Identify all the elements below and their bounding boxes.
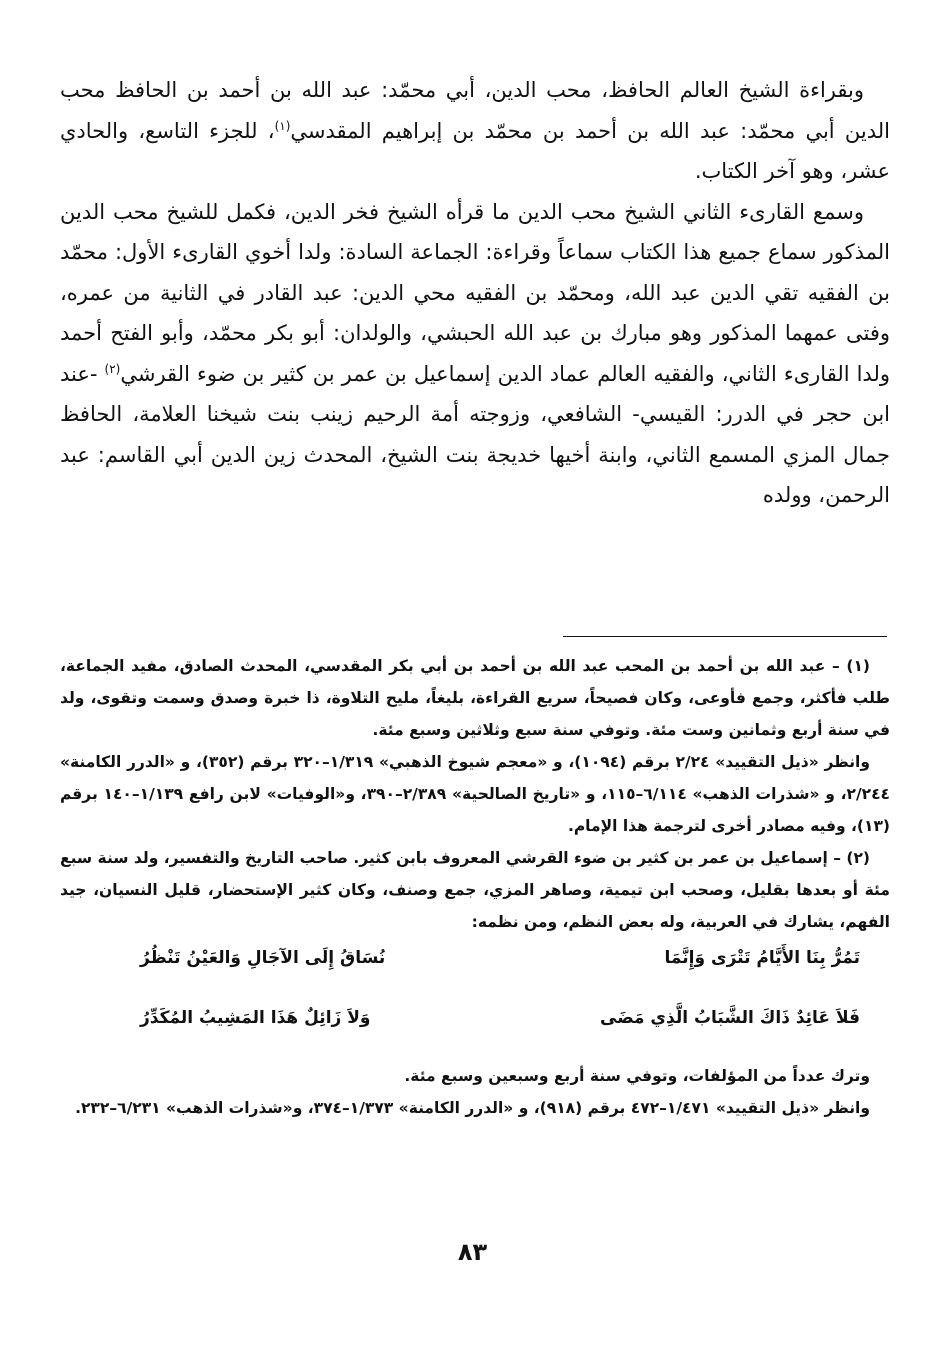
poem-verse-1-second-hemistich: نُسَاقُ إِلَى الآجَالِ وَالعَيْنُ تَنْظُرُ [140, 948, 386, 968]
paragraph-1-text-a: وبقراءة الشيخ العالم الحافظ، محب الدين، أبي محمّد: عبد الله بن أحمد بن الحافظ محب الدين أبي محمّد: عبد الله بن أحمد بن محمّد بن إبراهيم المقدسي [60, 78, 890, 143]
paragraph-1 [60, 70, 890, 192]
footnote-1-references: وانظر «ذيل التقييد» ٢/٢٤ برقم (١٠٩٤)، و «معجم شيوخ الذهبي» ١/٣١٩–٣٢٠ برقم (٣٥٢)، و «الدرر الكامنة» ٢/٢٤٤، و «شذرات الذهب» ٦/١١٤–١١٥، و «تاريخ الصالحية» ٢/٣٨٩–٣٩٠، و«الوفيات» لابن رافع ١/١٣٩–١٤٠ برقم (١٣)، وفيه مصادر أخرى لترجمة هذا الإمام. [60, 753, 890, 835]
poem-verse-1-first-hemistich: تَمُرُّ بِنَا الأَيَّامُ تَتْرَى وَإِنَّمَا [664, 948, 860, 968]
poem-verse-2-second-hemistich: وَلاَ زَائِلٌ هَذَا المَشِيبُ المُكَدِّرُ [140, 1008, 371, 1028]
footnote-ref-2: (٢) [104, 361, 121, 376]
poem-verse-2-first-hemistich: فَلاَ عَائِدٌ ذَاكَ الشَّبَابُ الَّذِي مَضَى [600, 1008, 860, 1028]
footnote-ref-1: (١) [274, 118, 291, 133]
paragraph-2-text-b: -عند ابن حجر في الدرر: القيسي- الشافعي، وزوجته أمة الرحيم زينب بنت شيخنا العلامة، الحافظ جمال المزي المسمع الثاني، وابنة أخيها خديجة بنت الشيخ، المحدث زين الدين أبي القاسم: عبد الرحمن، وولده [60, 361, 890, 507]
paragraph-1-text-b: ، للجزء التاسع، والحادي عشر، وهو آخر الكتاب. [60, 118, 890, 183]
paragraph-2 [60, 192, 890, 516]
footnote-2-text: (٢) – إسماعيل بن عمر بن كثير بن ضوء القرشي المعروف بابن كثير. صاحب التاريخ والتفسير، ولد سنة سبع مئة أو بعدها بقليل، وصحب ابن تيمية، وصاهر المزي، جمع وصنف، وكان كثير الإستحضار، قليل النسيان، جيد الفهم، يشارك في العربية، وله بعض النظم، ومن نظمه: [60, 849, 890, 931]
footnote-separator-rule [563, 636, 887, 637]
footnote-2-references: وانظر «ذيل التقييد» ١/٤٧١–٤٧٢ برقم (٩١٨)، و «الدرر الكامنة» ١/٣٧٣–٣٧٤، و«شذرات الذهب» ٦/٢٣١–٢٣٢. [75, 1099, 870, 1117]
footnotes-section [60, 650, 890, 1124]
footnote-1-text: (١) – عبد الله بن أحمد بن المحب عبد الله بن أحمد بن أبي بكر المقدسي، المحدث الصادق، مفيد الجماعة، طلب فأكثر، وجمع فأوعى، وكان فصيحاً، سريع القراءة، بليغاً، مليح التلاوة، ذا خبرة وصدق وسمت وتقوى، ولد في سنة أربع وثمانين وست مئة. وتوفي سنة سبع وثلاثين وسبع مئة. [60, 657, 890, 739]
poem-verse-2 [140, 1002, 860, 1034]
footnote-2-after-verse: وترك عدداً من المؤلفات، وتوفي سنة أربع وسبعين وسبع مئة. [404, 1067, 870, 1085]
main-body-text [60, 70, 890, 516]
poem-spacing [60, 1034, 890, 1060]
paragraph-2-text-a: وسمع القارىء الثاني الشيخ محب الدين ما قرأه الشيخ فخر الدين، فكمل للشيخ محب الدين المذكور سماع جميع هذا الكتاب سماعاً وقراءة: الجماعة السادة: ولدا أخوي القارىء الأول: محمّد بن الفقيه تقي الدين عبد الله، ومحمّد بن الفقيه محي الدين: عبد القادر في الثانية من عمره، وفتى عمهما المذكور وهو مبارك بن عبد الله الحبشي، والولدان: أبو بكر محمّد، وأبو الفتح أحمد ولدا القارىء الثاني، والفقيه العالم عماد الدين إسماعيل بن عمر بن كثير بن ضوء القرشي [60, 199, 890, 386]
poem-verse-1 [140, 942, 860, 974]
page-number: ٨٣ [457, 1238, 488, 1266]
